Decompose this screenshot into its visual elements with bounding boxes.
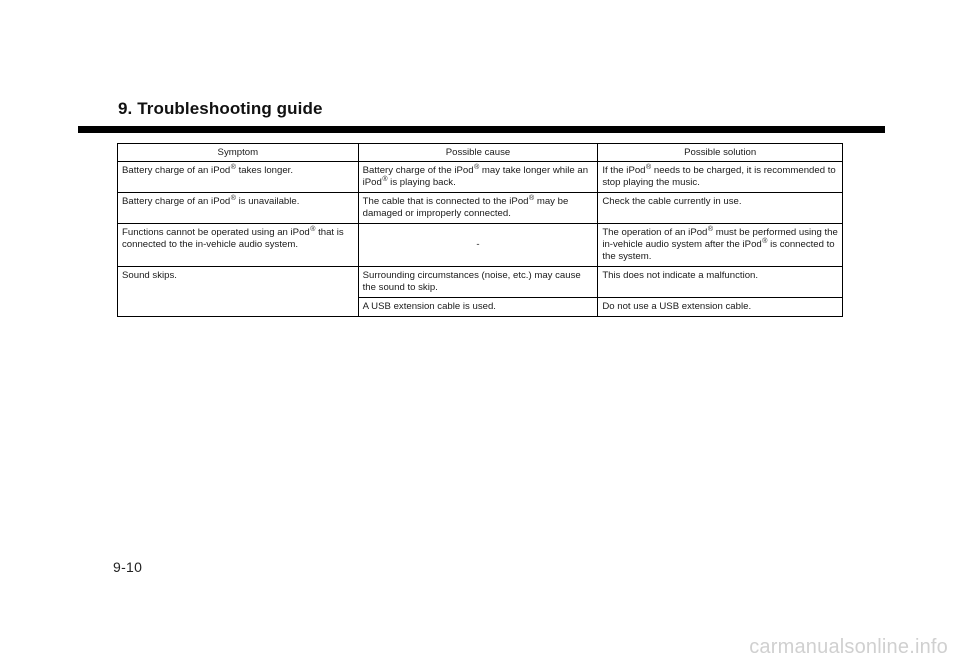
table-row xyxy=(118,267,843,298)
registered-mark: ® xyxy=(762,238,768,245)
solution-cell: The operation of an iPod® must be performed using the in-vehicle audio system after the iPod® is connected to the system. xyxy=(598,224,843,267)
header-possible-cause: Possible cause xyxy=(358,144,598,162)
header-possible-solution: Possible solution xyxy=(598,144,843,162)
registered-mark: ® xyxy=(382,176,388,183)
title-rule xyxy=(78,126,885,133)
symptom-cell: Functions cannot be operated using an iPod® that is connected to the in-vehicle audio system. xyxy=(118,224,359,267)
registered-mark: ® xyxy=(310,226,316,233)
symptom-cell: Battery charge of an iPod® takes longer. xyxy=(118,162,359,193)
table-row xyxy=(118,224,843,267)
cause-cell: The cable that is connected to the iPod® may be damaged or improperly connected. xyxy=(358,193,598,224)
page-number: 9-10 xyxy=(113,559,143,575)
cause-cell: Battery charge of the iPod® may take longer while an iPod® is playing back. xyxy=(358,162,598,193)
symptom-cell: Battery charge of an iPod® is unavailable. xyxy=(118,193,359,224)
solution-cell: Check the cable currently in use. xyxy=(598,193,843,224)
registered-mark: ® xyxy=(230,164,236,171)
cause-cell: Surrounding circumstances (noise, etc.) may cause the sound to skip. xyxy=(358,267,598,298)
solution-cell: This does not indicate a malfunction. xyxy=(598,267,843,298)
registered-mark: ® xyxy=(474,164,480,171)
solution-cell: If the iPod® needs to be charged, it is recommended to stop playing the music. xyxy=(598,162,843,193)
registered-mark: ® xyxy=(707,226,714,233)
symptom-cell: Sound skips. xyxy=(118,267,359,317)
table-header-row xyxy=(118,144,843,162)
registered-mark: ® xyxy=(230,195,236,202)
registered-mark: ® xyxy=(529,195,535,202)
cause-cell: - xyxy=(358,224,598,267)
registered-mark: ® xyxy=(646,164,652,171)
watermark-text: carmanualsonline.info xyxy=(749,636,948,658)
troubleshooting-table xyxy=(117,143,843,317)
section-title: 9. Troubleshooting guide xyxy=(118,99,323,118)
header-symptom: Symptom xyxy=(118,144,359,162)
cause-cell: A USB extension cable is used. xyxy=(358,298,598,317)
table-row xyxy=(118,193,843,224)
solution-cell: Do not use a USB extension cable. xyxy=(598,298,843,317)
table-row xyxy=(118,162,843,193)
